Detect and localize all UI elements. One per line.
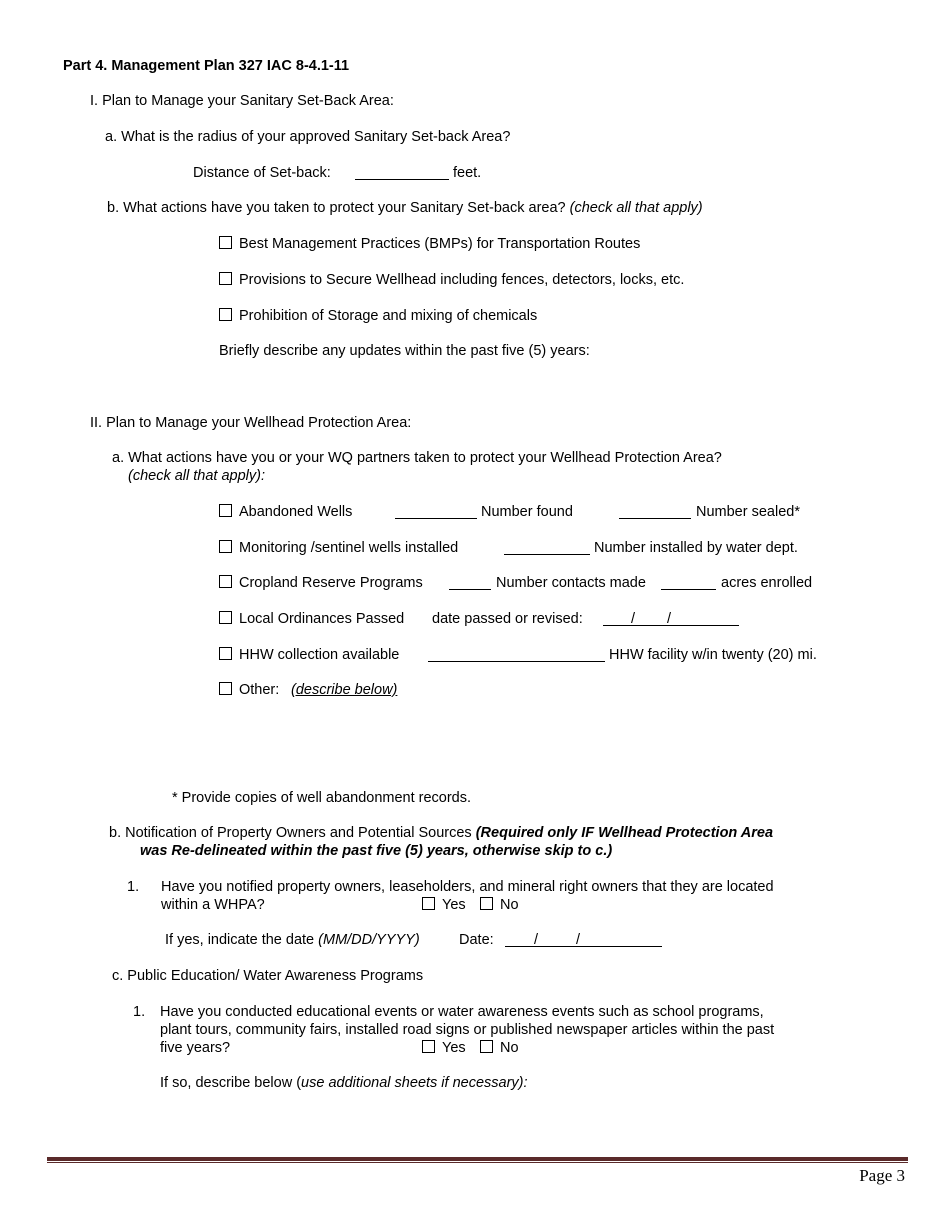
number-installed-label: Number installed by water dept. (594, 540, 798, 556)
hhw-facility-label: HHW facility w/in twenty (20) mi. (609, 647, 817, 663)
checkbox-cropland[interactable] (219, 575, 232, 588)
part-title: Part 4. Management Plan 327 IAC 8-4.1-11 (63, 58, 350, 74)
checkbox-education-yes[interactable] (422, 1040, 435, 1053)
notification-date-label: Date: (459, 932, 494, 948)
checkbox-prohibition-storage[interactable] (219, 308, 232, 321)
distance-label: Distance of Set-back: (193, 165, 331, 181)
footer-rule-thick (47, 1157, 908, 1161)
notification-date-prompt-text: If yes, indicate the date (165, 932, 315, 948)
checkbox-other[interactable] (219, 682, 232, 695)
checkbox-abandoned-wells[interactable] (219, 504, 232, 517)
number-found-label: Number found (481, 504, 573, 520)
cropland-label: Cropland Reserve Programs (239, 575, 423, 591)
date-passed-slash-2: / (667, 611, 672, 627)
option-bmp: Best Management Practices (BMPs) for Transportation Routes (239, 236, 641, 252)
date-passed-slash-1: / (631, 611, 636, 627)
number-contacts-label: Number contacts made (496, 575, 646, 591)
checkbox-hhw-collection[interactable] (219, 647, 232, 660)
question-2a: a. What actions have you or your WQ partners taken to protect your Wellhead Protection Area? (112, 450, 722, 466)
question-2c-1-line-1: Have you conducted educational events or water awareness events such as school programs, (160, 1004, 764, 1020)
question-2b-note-2: was Re-delineated within the past five (5) years, otherwise skip to c.) (140, 843, 613, 859)
footnote: * Provide copies of well abandonment records. (172, 790, 472, 806)
hhw-collection-label: HHW collection available (239, 647, 400, 663)
education-describe-prefix: If so, describe below ( (160, 1075, 302, 1091)
checkbox-bmp[interactable] (219, 236, 232, 249)
question-1a: a. What is the radius of your approved Sanitary Set-back Area? (105, 129, 511, 145)
question-2b-1-line-2: within a WHPA? (161, 897, 265, 913)
date-passed-label: date passed or revised: (432, 611, 583, 627)
section-1-title: I. Plan to Manage your Sanitary Set-Back Area: (90, 93, 394, 109)
number-found-input[interactable] (395, 517, 477, 519)
notification-date-input[interactable] (505, 945, 662, 947)
question-2b-title-text: b. Notification of Property Owners and Potential Sources (109, 825, 472, 841)
option-prohibition-storage: Prohibition of Storage and mixing of chemicals (239, 308, 538, 324)
number-sealed-input[interactable] (619, 517, 691, 519)
checkbox-education-no[interactable] (480, 1040, 493, 1053)
question-2c-title: c. Public Education/ Water Awareness Programs (112, 968, 424, 984)
notification-date-slash-1: / (534, 932, 539, 948)
question-2b-1-number: 1. (127, 879, 140, 895)
question-2a-hint: (check all that apply): (128, 468, 266, 484)
education-no-label: No (500, 1040, 519, 1056)
education-describe-hint: use additional sheets if necessary): (301, 1075, 528, 1091)
question-2c-1-line-2: plant tours, community fairs, installed road signs or published newspaper articles within the past (160, 1022, 775, 1038)
checkbox-notified-yes[interactable] (422, 897, 435, 910)
checkbox-local-ordinances[interactable] (219, 611, 232, 624)
question-1b-hint: (check all that apply) (569, 200, 703, 216)
abandoned-wells-label: Abandoned Wells (239, 504, 353, 520)
other-label: Other: (239, 682, 280, 698)
acres-enrolled-label: acres enrolled (721, 575, 813, 591)
checkbox-monitoring-wells[interactable] (219, 540, 232, 553)
notified-no-label: No (500, 897, 519, 913)
question-2c-1-line-3: five years? (160, 1040, 231, 1056)
question-1b (107, 199, 703, 217)
hhw-facility-input[interactable] (428, 660, 605, 662)
checkbox-notified-no[interactable] (480, 897, 493, 910)
acres-enrolled-input[interactable] (661, 588, 716, 590)
number-installed-input[interactable] (504, 553, 590, 555)
describe-updates-prompt: Briefly describe any updates within the past five (5) years: (219, 343, 590, 359)
checkbox-secure-wellhead[interactable] (219, 272, 232, 285)
notified-yes-label: Yes (442, 897, 466, 913)
notification-date-prompt (165, 931, 420, 949)
distance-input[interactable] (355, 178, 449, 180)
footer-rule-thin (47, 1162, 908, 1163)
notification-date-format: (MM/DD/YYYY) (318, 932, 420, 948)
local-ordinances-label: Local Ordinances Passed (239, 611, 405, 627)
education-describe-prompt (160, 1074, 528, 1092)
distance-unit: feet. (453, 165, 482, 181)
notification-date-slash-2: / (576, 932, 581, 948)
monitoring-wells-label: Monitoring /sentinel wells installed (239, 540, 459, 556)
number-contacts-input[interactable] (449, 588, 491, 590)
option-secure-wellhead: Provisions to Secure Wellhead including fences, detectors, locks, etc. (239, 272, 685, 288)
number-sealed-label: Number sealed* (696, 504, 800, 520)
education-yes-label: Yes (442, 1040, 466, 1056)
question-2c-1-number: 1. (133, 1004, 146, 1020)
question-1b-text: b. What actions have you taken to protect your Sanitary Set-back area? (107, 200, 566, 216)
question-2b-title (109, 824, 773, 842)
page-number: Page 3 (859, 1166, 905, 1185)
other-hint: (describe below) (291, 682, 398, 698)
section-2-title: II. Plan to Manage your Wellhead Protection Area: (90, 415, 412, 431)
question-2b-1-line-1: Have you notified property owners, leaseholders, and mineral right owners that they are located (161, 879, 774, 895)
question-2b-note-1: (Required only IF Wellhead Protection Area (475, 825, 774, 841)
